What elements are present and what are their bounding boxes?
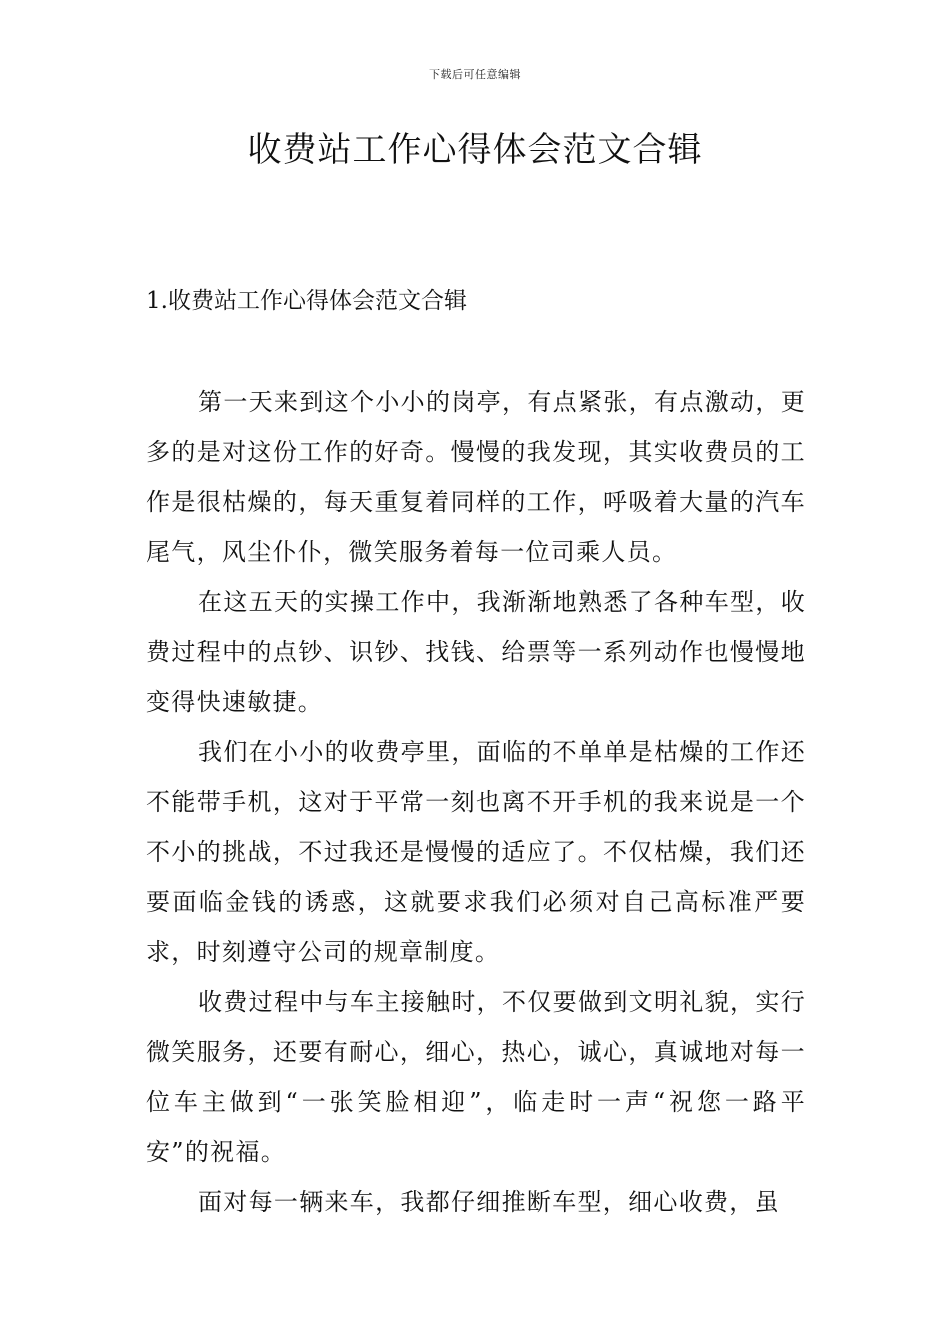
body-paragraph: 面对每一辆来车，我都仔细推断车型，细心收费，虽: [198, 1188, 780, 1216]
page-header-note: 下载后可任意编辑: [429, 68, 521, 81]
body-paragraph: 在这五天的实操工作中，我渐渐地熟悉了各种车型，收费过程中的点钞、识钞、找钱、给票等一系列动作也慢慢地变得快速敏捷。: [146, 588, 806, 716]
body-paragraph: 第一天来到这个小小的岗亭，有点紧张，有点激动，更多的是对这份工作的好奇。慢慢的我发现，其实收费员的工作是很枯燥的，每天重复着同样的工作，呼吸着大量的汽车尾气，风尘仆仆，微笑服务着每一位司乘人员。: [146, 388, 806, 566]
section-heading: 1.收费站工作心得体会范文合辑: [146, 288, 467, 314]
body-paragraph: 我们在小小的收费亭里，面临的不单单是枯燥的工作还不能带手机，这对于平常一刻也离不开手机的我来说是一个不小的挑战，不过我还是慢慢的适应了。不仅枯燥，我们还要面临金钱的诱惑，这就要求我们必须对自己高标准严要求，时刻遵守公司的规章制度。: [146, 738, 806, 966]
body-paragraph: 收费过程中与车主接触时，不仅要做到文明礼貌，实行微笑服务，还要有耐心，细心，热心，诚心，真诚地对每一位车主做到“一张笑脸相迎”，临走时一声“祝您一路平安”的祝福。: [146, 988, 806, 1166]
document-title: 收费站工作心得体会范文合辑: [247, 130, 703, 170]
document-body: [146, 377, 806, 1227]
